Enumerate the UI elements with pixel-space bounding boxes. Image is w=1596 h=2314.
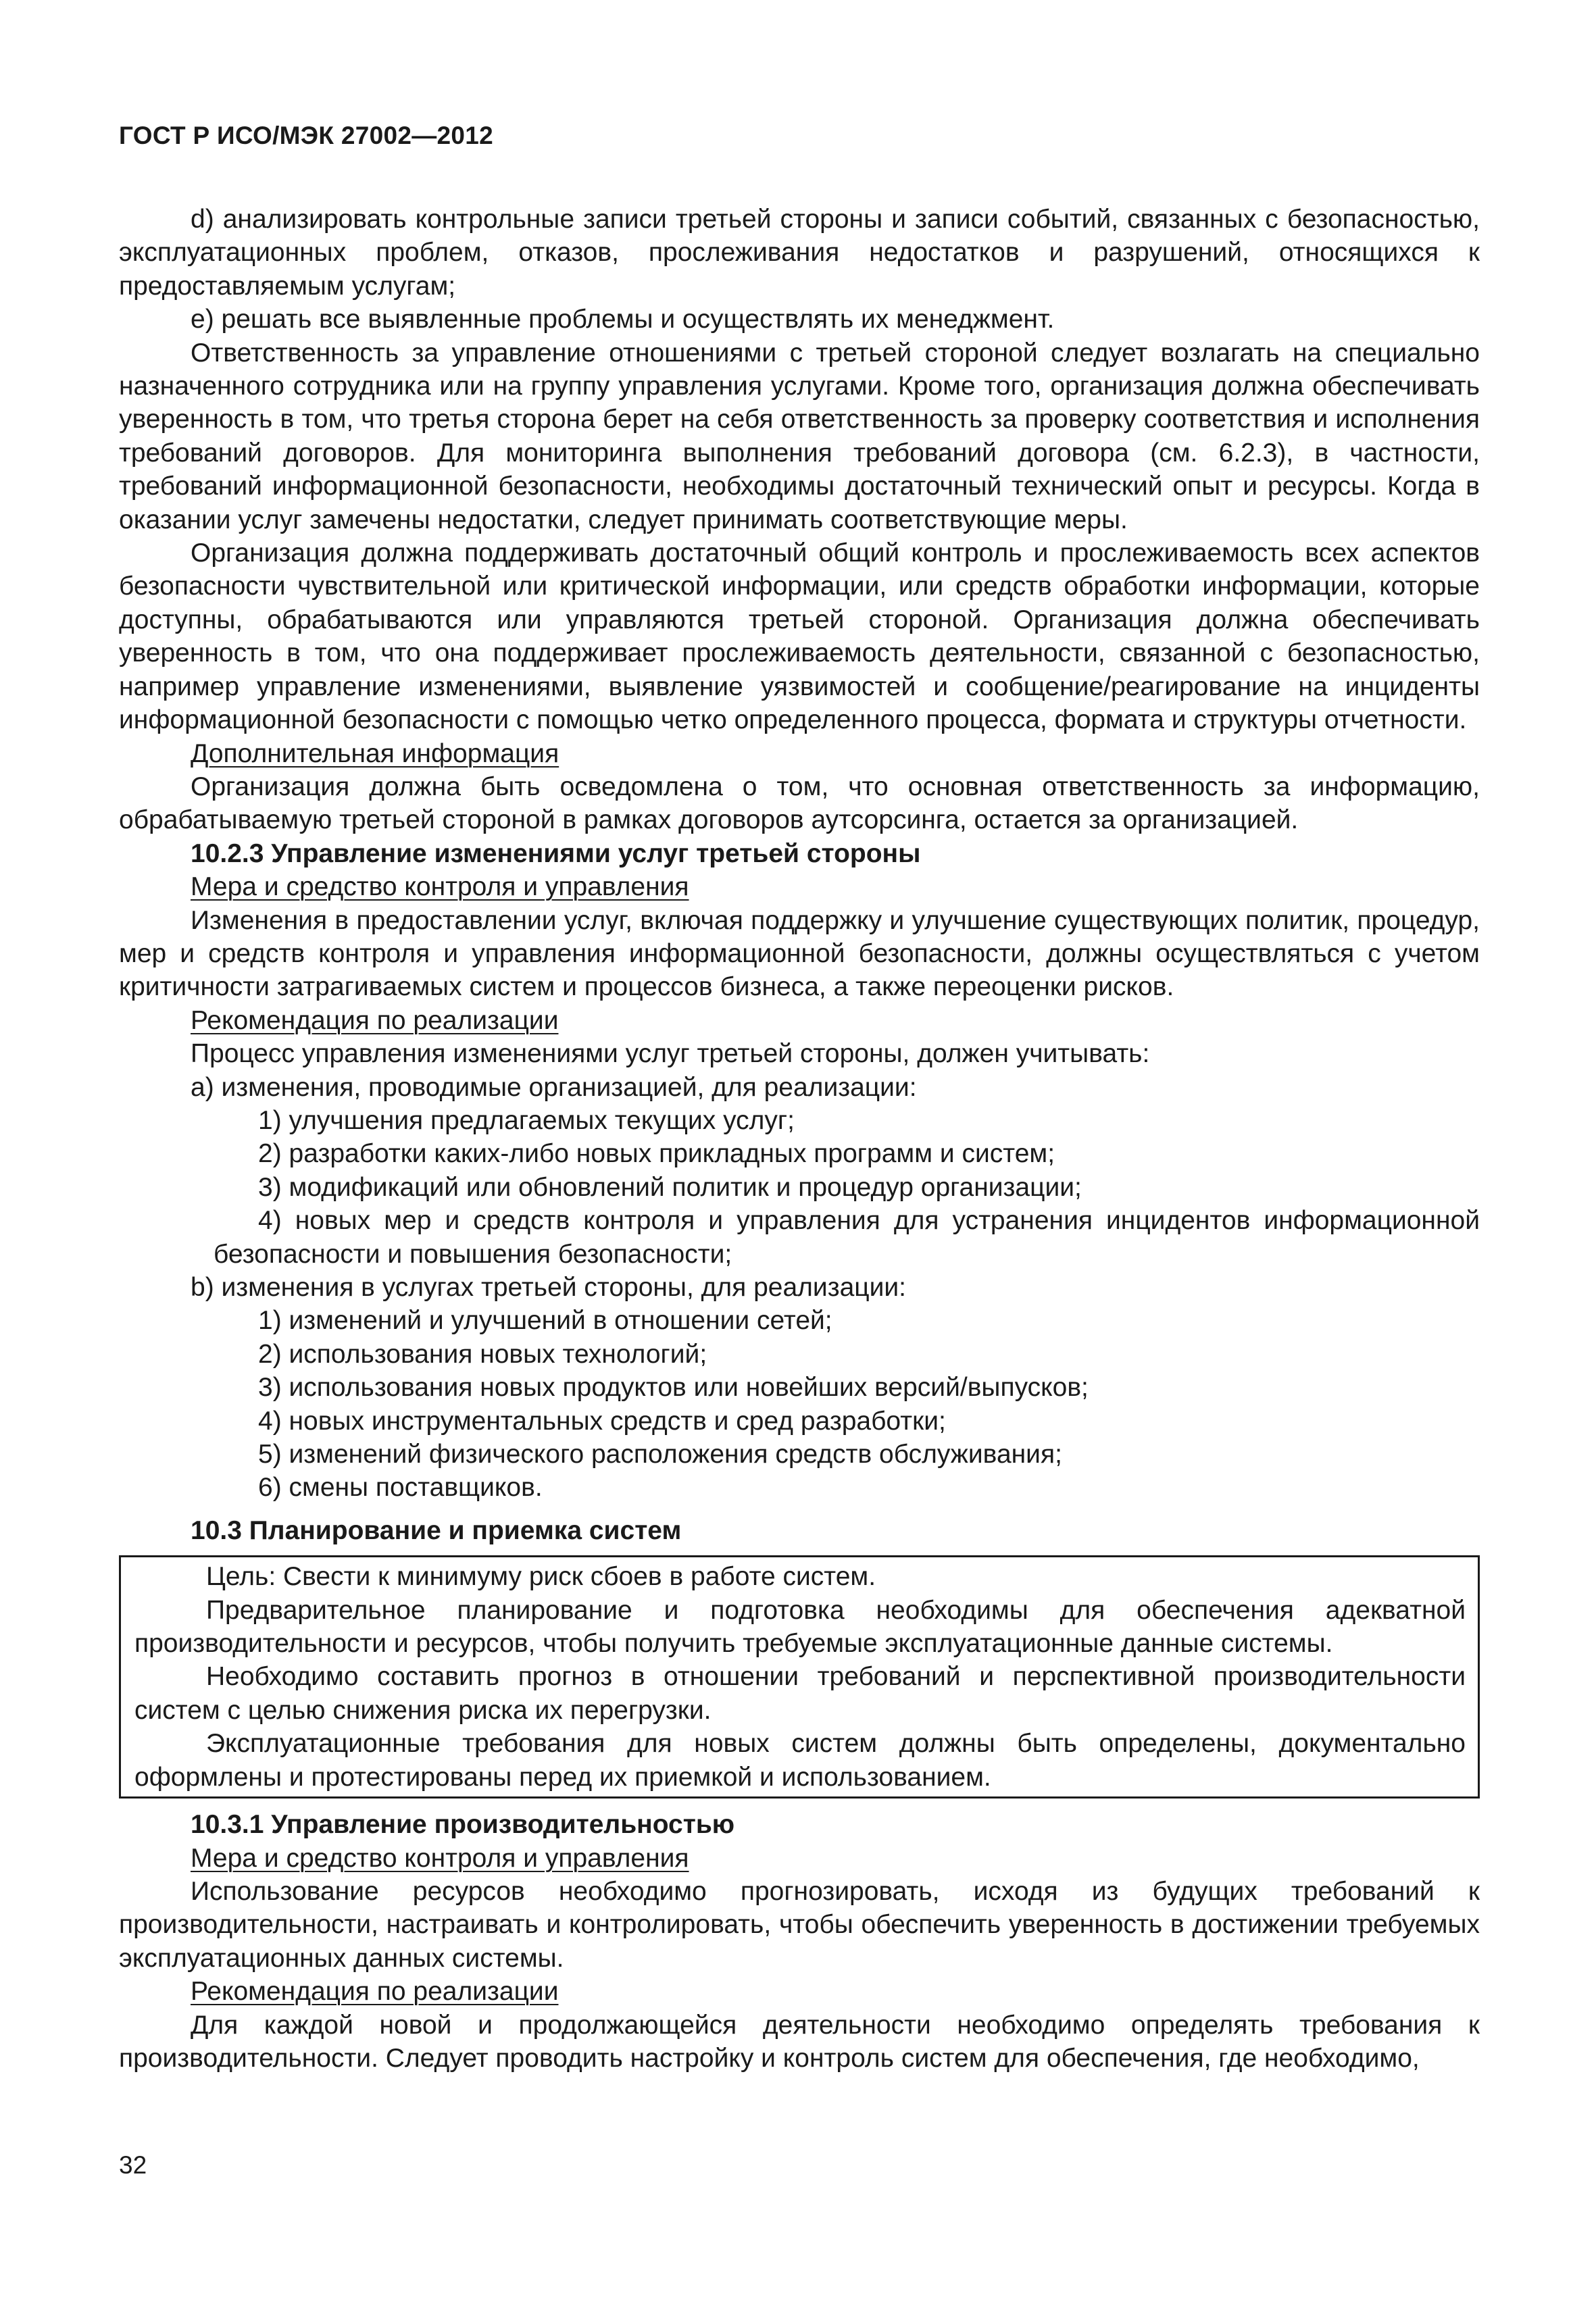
list-item-a1: 1) улучшения предлагаемых текущих услуг; (258, 1105, 795, 1135)
paragraph-resources: Использование ресурсов необходимо прогнозировать, исходя из будущих требований к производительности, настраивать и контролировать, чтобы обеспечить уверенность в достижении требуемых эксплуатационных данных системы. (119, 1876, 1480, 1973)
paragraph-outsourcing: Организация должна быть осведомлена о том, что основная ответственность за информацию, обрабатываемую третьей стороной в рамках договоров аутсорсинга, остается за организацией. (119, 772, 1480, 835)
subheading-implementation-2: Рекомендация по реализации (191, 1977, 559, 2007)
list-item-b: b) изменения в услугах третьей стороны, для реализации: (191, 1273, 907, 1302)
objective-forecast: Необходимо составить прогноз в отношении требований и перспективной производительности систем с целью снижения риска их перегрузки. (134, 1662, 1466, 1725)
list-item-a3: 3) модификаций или обновлений политик и процедур организации; (258, 1172, 1082, 1202)
objective-planning: Предварительное планирование и подготовка необходимы для обеспечения адекватной производительности и ресурсов, чтобы получить требуемые эксплуатационные данные системы. (134, 1595, 1466, 1659)
paragraph-control: Организация должна поддерживать достаточный общий контроль и прослеживаемость всех аспектов безопасности чувствительной или критической информации, или средств обработки информации, которые доступны, обрабатываются или управляются третьей стороной. Организация должна обеспечивать уверенность в том, что она поддерживает прослеживаемость деятельности, связанной с безопасностью, например управление изменениями, выявление уязвимостей и сообщение/реагирование на инциденты информационной безопасности с помощью четко определенного процесса, формата и структуры отчетности. (119, 538, 1480, 735)
section-heading-10-2-3: 10.2.3 Управление изменениями услуг третьей стороны (191, 838, 921, 868)
list-item-a2: 2) разработки каких-либо новых прикладных программ и систем; (258, 1139, 1055, 1169)
list-item-b3: 3) использования новых продуктов или новейших версий/выпусков; (258, 1373, 1089, 1403)
list-item-b5: 5) изменений физического расположения средств обслуживания; (258, 1440, 1062, 1469)
list-item-b4: 4) новых инструментальных средств и сред разработки; (258, 1406, 946, 1436)
list-item-b2: 2) использования новых технологий; (258, 1339, 707, 1369)
objective-goal: Цель: Свести к минимуму риск сбоев в работе систем. (206, 1562, 876, 1592)
subheading-additional-info: Дополнительная информация (191, 738, 559, 768)
objective-requirements: Эксплуатационные требования для новых систем должны быть определены, документально оформлены и протестированы перед их приемкой и использованием. (134, 1729, 1466, 1792)
objective-box (119, 1555, 1480, 1799)
standard-header: ГОСТ Р ИСО/МЭК 27002—2012 (119, 122, 494, 149)
list-item-d: d) анализировать контрольные записи третьей стороны и записи событий, связанных с безопасностью, эксплуатационных проблем, отказов, прослеживания недостатков и разрушений, относящихся к предоставляемым услугам; (119, 205, 1480, 301)
list-item-a: a) изменения, проводимые организацией, для реализации: (191, 1072, 917, 1102)
subheading-implementation: Рекомендация по реализации (191, 1005, 559, 1035)
subheading-control-measure: Мера и средство контроля и управления (191, 872, 689, 902)
list-item-e: e) решать все выявленные проблемы и осуществлять их менеджмент. (191, 305, 1055, 334)
section-heading-10-3-1: 10.3.1 Управление производительностью (191, 1810, 735, 1840)
paragraph-changes: Изменения в предоставлении услуг, включая поддержку и улучшение существующих политик, процедур, мер и средств контроля и управления информационной безопасности, должны осуществляться с учетом критичности затрагиваемых систем и процессов бизнеса, а также переоценки рисков. (119, 905, 1480, 1002)
list-item-b6: 6) смены поставщиков. (258, 1473, 543, 1503)
paragraph-process: Процесс управления изменениями услуг третьей стороны, должен учитывать: (191, 1039, 1150, 1069)
list-item-b1: 1) изменений и улучшений в отношении сетей; (258, 1306, 832, 1336)
paragraph-performance: Для каждой новой и продолжающейся деятельности необходимо определять требования к производительности. Следует проводить настройку и контроль систем для обеспечения, где необходимо, (119, 2010, 1480, 2073)
section-heading-10-3: 10.3 Планирование и приемка систем (191, 1515, 682, 1545)
page-number: 32 (119, 2151, 147, 2179)
paragraph-responsibility: Ответственность за управление отношениями с третьей стороной следует возлагать на специально назначенного сотрудника или на группу управления услугами. Кроме того, организация должна обеспечивать уверенность в том, что третья сторона берет на себя ответственность за проверку соответствия и исполнения требований договоров. Для мониторинга выполнения требований договора (см. 6.2.3), в частности, требований информационной безопасности, необходимы достаточный технический опыт и ресурсы. Когда в оказании услуг замечены недостатки, следует принимать соответствующие меры. (119, 338, 1480, 534)
page-content (119, 203, 1480, 2075)
subheading-control-measure-2: Мера и средство контроля и управления (191, 1843, 689, 1873)
list-item-a4: 4) новых мер и средств контроля и управления для устранения инцидентов информационной безопасности и повышения безопасности; (214, 1206, 1480, 1269)
